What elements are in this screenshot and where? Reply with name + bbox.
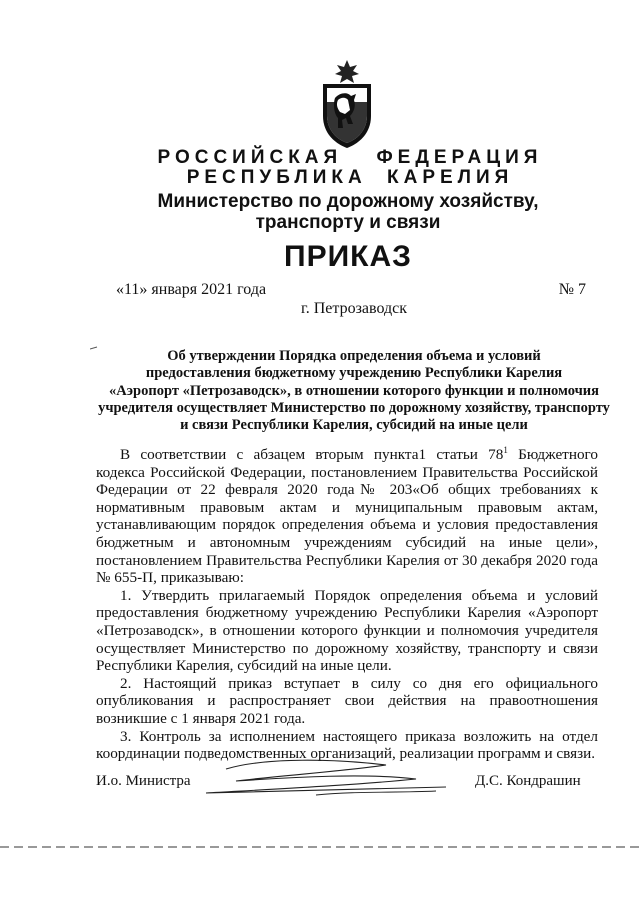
document-type: ПРИКАЗ — [284, 240, 412, 273]
preamble-paragraph — [96, 446, 598, 587]
title-line: учредителя осуществляет Министерство по дорожному хозяйству, транспорту — [98, 399, 610, 416]
order-body — [96, 446, 598, 763]
handwritten-signature — [196, 755, 456, 807]
header-ministry-line1: Министерство по дорожному хозяйству, — [157, 191, 539, 212]
title-line: «Аэропорт «Петрозаводск», в отношении которого функции и полномочия — [109, 382, 599, 399]
article-superscript: 1 — [503, 444, 508, 455]
header-country: РОССИЙСКАЯ ФЕДЕРАЦИЯ — [157, 147, 543, 168]
coat-of-arms-karelia-emblem — [318, 58, 376, 150]
order-date: «11» января 2021 года — [116, 281, 267, 298]
order-city: г. Петрозаводск — [300, 300, 408, 317]
clause-2: 2. Настоящий приказ вступает в силу со дня его официального опубликования и распространяет свои действия на правоотношения возникшие с 1 января 2021 года. — [96, 674, 598, 727]
clause-3: 3. Контроль за исполнением настоящего приказа возложить на отдел координации подведомственных организаций, реализации программ и связи. — [96, 727, 598, 763]
signatory-name: Д.С. Кондрашин — [475, 773, 581, 789]
signatory-position: И.о. Министра — [96, 773, 191, 789]
preamble-text-cont: Бюджетного кодекса Российской Федерации, постановлением Правительства Российской Федерации от 22 февраля 2020 года№ 203«Об общих требованиях к нормативным правовым актам и муниципальным правовым актам, устанавливающим порядок определения объема и условия предоставления бюджетным и автономным учреждениям субсидий на иные цели», постановлением Правительства Республики Карелия от 30 декабря 2020 года № 655-П, приказываю: — [96, 446, 598, 587]
scan-dashed-line — [0, 842, 640, 852]
header-republic: РЕСПУБЛИКА КАРЕЛИЯ — [186, 167, 514, 188]
title-line: Об утверждении Порядка определения объема и условий — [167, 348, 541, 364]
order-title — [94, 348, 614, 434]
title-line: и связи Республики Карелия, субсидий на иные цели — [180, 417, 528, 434]
clause-1: 1. Утвердить прилагаемый Порядок определения объема и условий предоставления бюджетному учреждению Республики Карелия «Аэропорт «Петрозаводск», в отношении которого функции и полномочия учредителя осуществляет Министерство по дорожному хозяйству, транспорту и связи Республики Карелия, субсидий на иные цели. — [96, 586, 598, 675]
title-line: предоставления бюджетному учреждению Республики Карелия — [145, 365, 563, 382]
header-ministry-line2: транспорту и связи — [255, 212, 441, 233]
preamble-text: В соответствии с абзацем вторым пункта1 статьи 78 — [120, 446, 504, 463]
order-number: № 7 — [558, 281, 586, 298]
